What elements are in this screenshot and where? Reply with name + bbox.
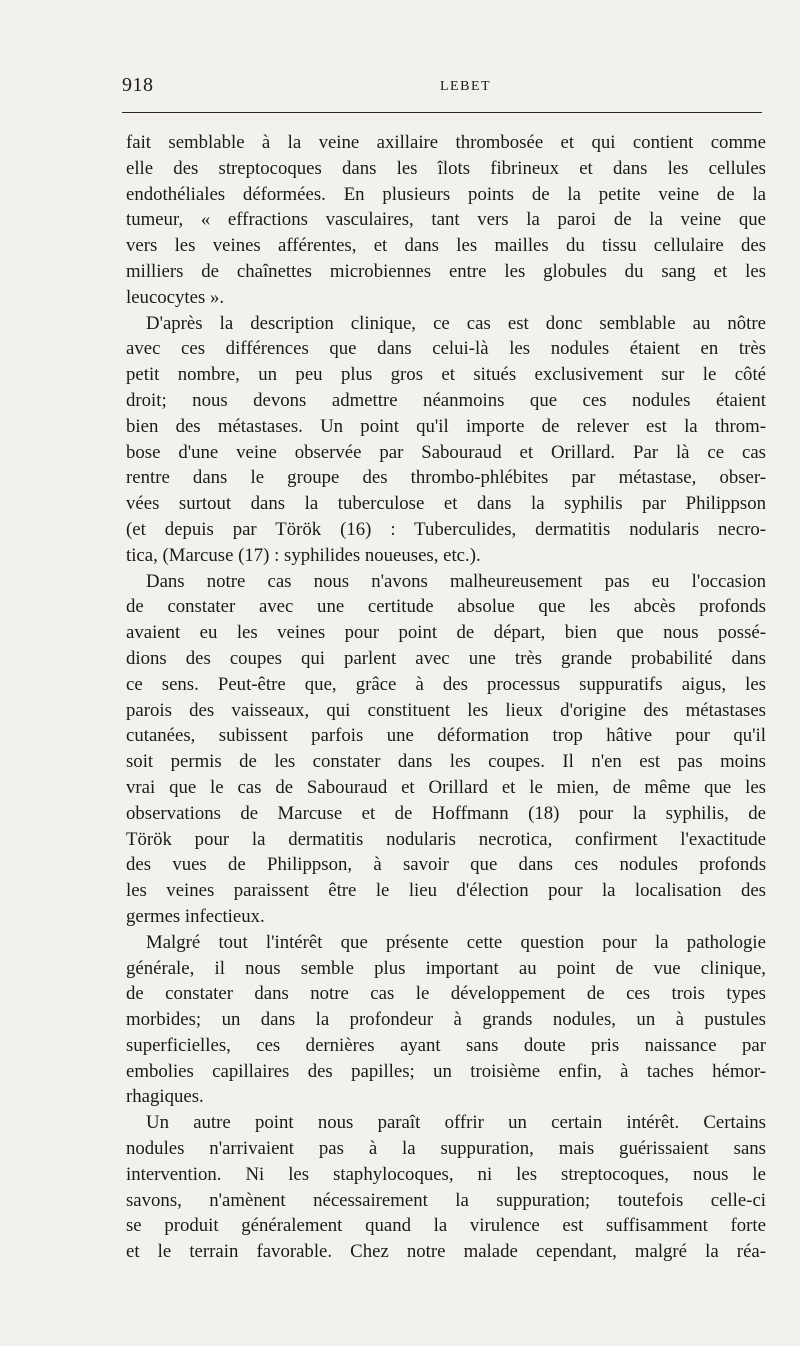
text-line: rentre dans le groupe des thrombo-phlébites par métastase, obser- (126, 467, 766, 489)
paragraph (126, 130, 766, 311)
text-line: des vues de Philippson, à savoir que dans ces nodules profonds (126, 854, 766, 876)
text-line: vers les veines afférentes, et dans les mailles du tissu cellulaire des (126, 235, 766, 257)
text-line: nodules n'arrivaient pas à la suppuration, mais guérissaient sans (126, 1138, 766, 1160)
text-line: germes infectieux. (126, 905, 265, 927)
text-line: bien des métastases. Un point qu'il importe de relever est la throm- (126, 415, 766, 437)
paragraph (126, 311, 766, 569)
text-line: elle des streptocoques dans les îlots fibrineux et dans les cellules (126, 157, 766, 179)
text-line: petit nombre, un peu plus gros et situés exclusivement sur le côté (126, 364, 766, 386)
text-line: avaient eu les veines pour point de départ, bien que nous possé- (126, 622, 766, 644)
text-line: embolies capillaires des papilles; un troisième enfin, à taches hémor- (126, 1060, 766, 1082)
text-line: tumeur, « effractions vasculaires, tant vers la paroi de la veine que (126, 209, 766, 231)
paragraph (126, 569, 766, 930)
running-header (122, 74, 762, 98)
text-line: observations de Marcuse et de Hoffmann (18) pour la syphilis, de (126, 802, 766, 824)
text-line: de constater dans notre cas le développement de ces trois types (126, 983, 766, 1005)
text-line: endothéliales déformées. En plusieurs points de la petite veine de la (126, 183, 766, 205)
text-line: savons, n'amènent nécessairement la suppuration; toutefois celle-ci (126, 1189, 766, 1211)
text-line: vrai que le cas de Sabouraud et Orillard et le mien, de même que les (126, 776, 766, 798)
text-line: Török pour la dermatitis nodularis necrotica, confirment l'exactitude (126, 828, 766, 850)
text-line: (et depuis par Török (16) : Tuberculides, dermatitis nodularis necro- (126, 518, 766, 540)
text-line: superficielles, ces dernières ayant sans doute pris naissance par (126, 1034, 766, 1056)
text-line: cutanées, subissent parfois une déformation trop hâtive pour qu'il (126, 725, 766, 747)
text-line: leucocytes ». (126, 286, 225, 308)
running-head-author: LEBET (440, 79, 492, 94)
header-rule (122, 112, 762, 113)
body-text (126, 130, 766, 1265)
text-line: générale, il nous semble plus important au point de vue clinique, (126, 957, 766, 979)
text-line: fait semblable à la veine axillaire thrombosée et qui contient comme (126, 132, 766, 153)
text-line: rhagiques. (126, 1086, 204, 1108)
text-line: parois des vaisseaux, qui constituent les lieux d'origine des métastases (126, 699, 766, 721)
text-line: les veines paraissent être le lieu d'élection pour la localisation des (126, 880, 766, 902)
paragraph (126, 930, 766, 1111)
text-line: morbides; un dans la profondeur à grands nodules, un à pustules (126, 1009, 766, 1031)
text-line: avec ces différences que dans celui-là les nodules étaient en très (126, 338, 766, 360)
page-number: 918 (122, 74, 154, 96)
text-line: tica, (Marcuse (17) : syphilides noueuses, etc.). (126, 544, 481, 566)
text-line: intervention. Ni les staphylocoques, ni les streptocoques, nous le (126, 1163, 766, 1185)
text-line: soit permis de les constater dans les coupes. Il n'en est pas moins (126, 751, 766, 773)
text-line: milliers de chaînettes microbiennes entre les globules du sang et les (126, 260, 766, 282)
text-line: de constater avec une certitude absolue que les abcès profonds (126, 596, 766, 618)
text-line: Dans notre cas nous n'avons malheureusement pas eu l'occasion (146, 570, 766, 592)
text-line: se produit généralement quand la virulence est suffisamment forte (126, 1215, 766, 1237)
text-line: D'après la description clinique, ce cas est donc semblable au nôtre (146, 312, 766, 334)
text-line: bose d'une veine observée par Sabouraud et Orillard. Par là ce cas (126, 441, 766, 463)
text-line: et le terrain favorable. Chez notre malade cependant, malgré la réa- (126, 1241, 766, 1263)
text-line: vées surtout dans la tuberculose et dans la syphilis par Philippson (126, 493, 766, 515)
paragraph (126, 1110, 766, 1265)
text-line: Un autre point nous paraît offrir un certain intérêt. Certains (146, 1112, 766, 1134)
text-line: Malgré tout l'intérêt que présente cette question pour la pathologie (146, 931, 766, 953)
text-line: ce sens. Peut-être que, grâce à des processus suppuratifs aigus, les (126, 673, 766, 695)
text-line: dions des coupes qui parlent avec une très grande probabilité dans (126, 647, 766, 669)
text-line: droit; nous devons admettre néanmoins que ces nodules étaient (126, 389, 766, 411)
